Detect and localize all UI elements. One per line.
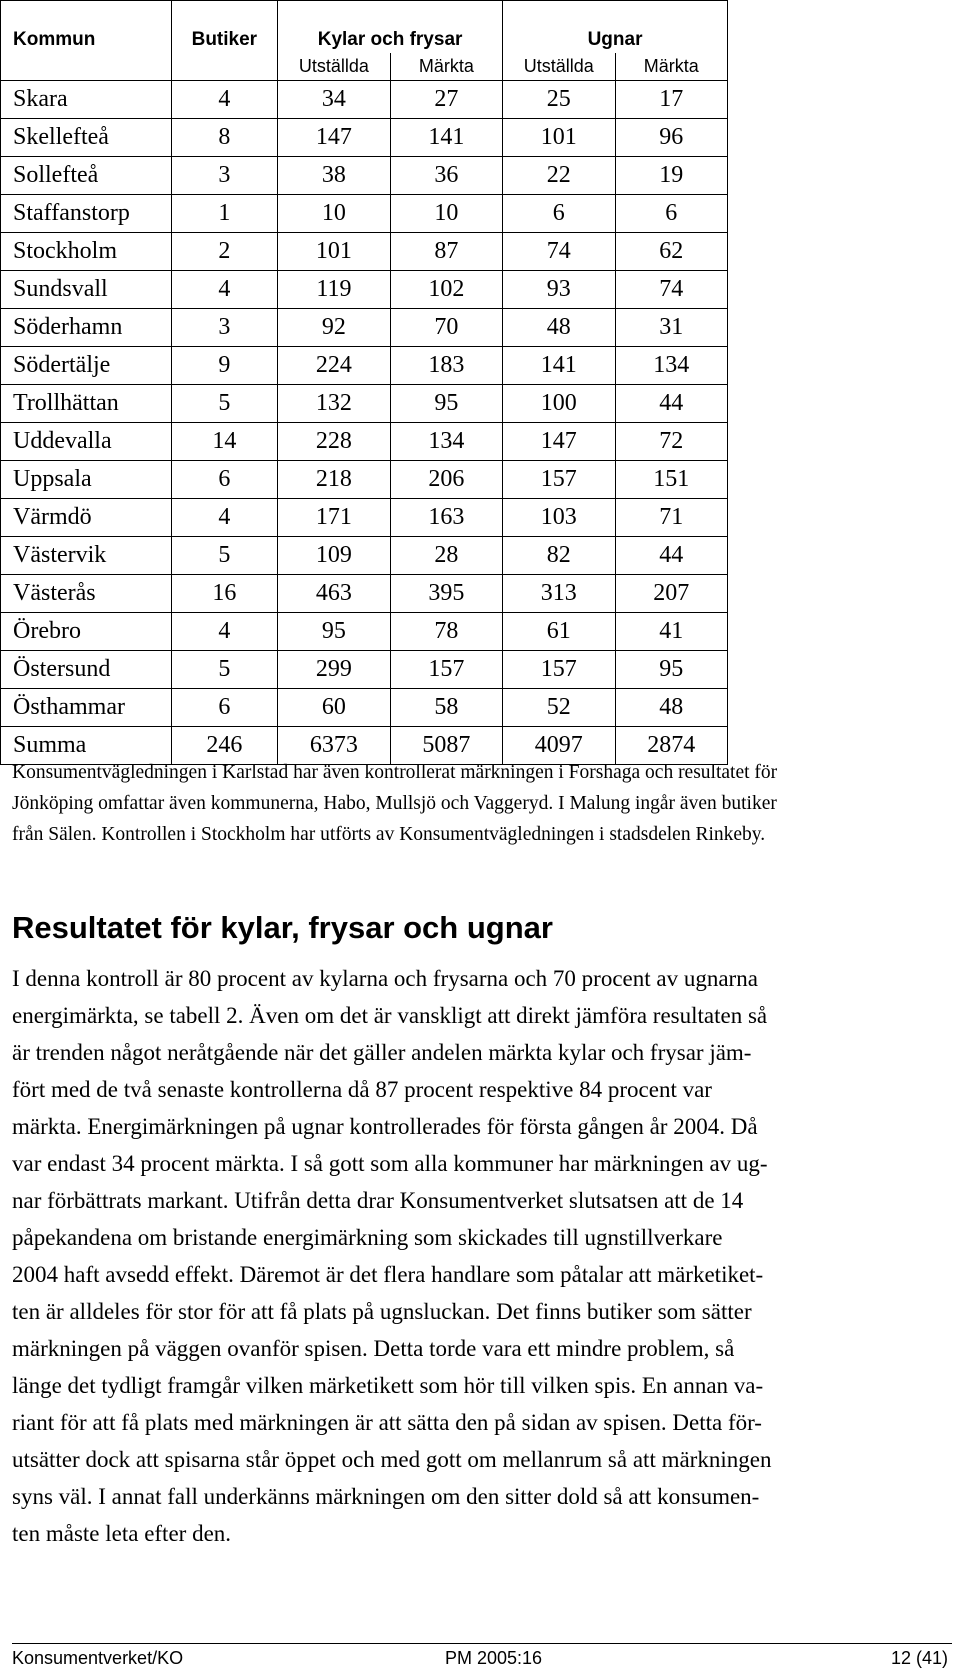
- table-row: [1, 613, 728, 651]
- cell-kommun: Stockholm: [1, 233, 172, 271]
- subheader-empty: [1, 53, 172, 81]
- cell-value: 4: [171, 613, 278, 651]
- cell-value: 141: [390, 119, 502, 157]
- cell-value: 14: [171, 423, 278, 461]
- subheader-ugnar-utstallda: Utställda: [503, 53, 616, 81]
- cell-value: 1: [171, 195, 278, 233]
- cell-value: 72: [615, 423, 727, 461]
- cell-value: 228: [278, 423, 391, 461]
- cell-value: 5087: [390, 727, 502, 765]
- cell-value: 2: [171, 233, 278, 271]
- cell-kommun: Skellefteå: [1, 119, 172, 157]
- body-line: nar förbättrats markant. Utifrån detta drar Konsumentverket slutsatsen att de 14: [12, 1188, 744, 1213]
- table-row: [1, 233, 728, 271]
- cell-value: 10: [278, 195, 391, 233]
- cell-value: 132: [278, 385, 391, 423]
- cell-value: 6: [503, 195, 616, 233]
- cell-value: 224: [278, 347, 391, 385]
- cell-value: 4: [171, 499, 278, 537]
- cell-value: 4: [171, 81, 278, 119]
- cell-value: 4: [171, 271, 278, 309]
- body-line: länge det tydligt framgår vilken märketikett som hör till vilken spis. En annan va-: [12, 1373, 764, 1398]
- cell-value: 147: [503, 423, 616, 461]
- cell-value: 3: [171, 157, 278, 195]
- cell-value: 52: [503, 689, 616, 727]
- cell-kommun: Sollefteå: [1, 157, 172, 195]
- table-row: [1, 689, 728, 727]
- cell-kommun: Staffanstorp: [1, 195, 172, 233]
- cell-value: 6373: [278, 727, 391, 765]
- footer-divider: [12, 1643, 952, 1644]
- cell-value: 171: [278, 499, 391, 537]
- header-kylar-och-frysar: Kylar och frysar: [278, 1, 503, 54]
- cell-value: 95: [615, 651, 727, 689]
- cell-value: 22: [503, 157, 616, 195]
- results-table: [0, 0, 728, 765]
- cell-value: 151: [615, 461, 727, 499]
- table-row: [1, 347, 728, 385]
- body-line: energimärkta, se tabell 2. Även om det är vanskligt att direkt jämföra resultaten så: [12, 1003, 768, 1028]
- cell-value: 3: [171, 309, 278, 347]
- table-row: [1, 575, 728, 613]
- table-header-row: [1, 1, 728, 54]
- cell-kommun: Söderhamn: [1, 309, 172, 347]
- cell-value: 70: [390, 309, 502, 347]
- cell-value: 87: [390, 233, 502, 271]
- table-row: [1, 423, 728, 461]
- cell-value: 101: [503, 119, 616, 157]
- table-row: [1, 81, 728, 119]
- subheader-kylar-utstallda: Utställda: [278, 53, 391, 81]
- cell-value: 74: [615, 271, 727, 309]
- cell-value: 218: [278, 461, 391, 499]
- cell-kommun: Östersund: [1, 651, 172, 689]
- body-line: utsätter dock att spisarna står öppet och med gott om mellanrum så att märkningen: [12, 1447, 772, 1472]
- cell-kommun: Östhammar: [1, 689, 172, 727]
- cell-value: 74: [503, 233, 616, 271]
- footer-page-number: 12 (41): [890, 1648, 948, 1668]
- cell-value: 463: [278, 575, 391, 613]
- cell-value: 206: [390, 461, 502, 499]
- table-row: [1, 157, 728, 195]
- cell-value: 5: [171, 537, 278, 575]
- body-line: syns väl. I annat fall underkänns märkningen om den sitter dold så att konsumen-: [12, 1484, 760, 1509]
- body-line: I denna kontroll är 80 procent av kylarna och frysarna och 70 procent av ugnarna: [12, 966, 758, 991]
- cell-value: 9: [171, 347, 278, 385]
- cell-value: 25: [503, 81, 616, 119]
- cell-kommun: Trollhättan: [1, 385, 172, 423]
- body-line: är trenden något neråtgående när det gäller andelen märkta kylar och frysar jäm-: [12, 1040, 752, 1065]
- cell-value: 5: [171, 385, 278, 423]
- cell-value: 27: [390, 81, 502, 119]
- table-row: [1, 195, 728, 233]
- body-line: märkta. Energimärkningen på ugnar kontrollerades för första gången år 2004. Då: [12, 1114, 758, 1139]
- footnote-line: Jönköping omfattar även kommunerna, Habo, Mullsjö och Vaggeryd. I Malung ingår även butiker: [12, 793, 777, 814]
- header-butiker: Butiker: [171, 1, 278, 54]
- subheader-kylar-markta: Märkta: [390, 53, 502, 81]
- table-row: [1, 651, 728, 689]
- cell-value: 60: [278, 689, 391, 727]
- cell-value: 100: [503, 385, 616, 423]
- cell-value: 207: [615, 575, 727, 613]
- cell-value: 109: [278, 537, 391, 575]
- cell-kommun: Sundsvall: [1, 271, 172, 309]
- cell-value: 41: [615, 613, 727, 651]
- cell-value: 17: [615, 81, 727, 119]
- table-row: [1, 119, 728, 157]
- cell-value: 31: [615, 309, 727, 347]
- cell-value: 48: [615, 689, 727, 727]
- cell-value: 95: [278, 613, 391, 651]
- cell-value: 119: [278, 271, 391, 309]
- cell-value: 16: [171, 575, 278, 613]
- subheader-ugnar-markta: Märkta: [615, 53, 727, 81]
- table-row: [1, 271, 728, 309]
- cell-value: 4097: [503, 727, 616, 765]
- cell-kommun: Uppsala: [1, 461, 172, 499]
- cell-value: 28: [390, 537, 502, 575]
- footer-document-id: PM 2005:16: [445, 1648, 543, 1668]
- table-row: [1, 499, 728, 537]
- cell-value: 103: [503, 499, 616, 537]
- cell-value: 6: [171, 461, 278, 499]
- cell-kommun: Uddevalla: [1, 423, 172, 461]
- body-line: var endast 34 procent märkta. I så gott som alla kommuner har märkningen av ug-: [12, 1151, 768, 1176]
- cell-value: 8: [171, 119, 278, 157]
- cell-value: 61: [503, 613, 616, 651]
- table-row: [1, 309, 728, 347]
- cell-value: 10: [390, 195, 502, 233]
- subheader-empty: [171, 53, 278, 81]
- footer-publisher: Konsumentverket/KO: [12, 1648, 184, 1668]
- cell-value: 246: [171, 727, 278, 765]
- cell-value: 92: [278, 309, 391, 347]
- footnote-line: från Sälen. Kontrollen i Stockholm har utförts av Konsumentvägledningen i stadsdelen Rinkeby.: [12, 824, 766, 845]
- cell-value: 157: [503, 461, 616, 499]
- cell-value: 34: [278, 81, 391, 119]
- body-line: ten måste leta efter den.: [12, 1521, 232, 1546]
- cell-value: 2874: [615, 727, 727, 765]
- cell-value: 44: [615, 537, 727, 575]
- cell-value: 6: [171, 689, 278, 727]
- cell-value: 62: [615, 233, 727, 271]
- cell-value: 157: [390, 651, 502, 689]
- cell-value: 134: [615, 347, 727, 385]
- table-footnote: [12, 757, 952, 850]
- table-row: [1, 461, 728, 499]
- cell-value: 157: [503, 651, 616, 689]
- cell-kommun: Västerås: [1, 575, 172, 613]
- cell-value: 19: [615, 157, 727, 195]
- cell-kommun: Örebro: [1, 613, 172, 651]
- body-line: märkningen på väggen ovanför spisen. Detta torde vara ett mindre problem, så: [12, 1336, 735, 1361]
- header-ugnar: Ugnar: [503, 1, 728, 54]
- cell-value: 78: [390, 613, 502, 651]
- cell-value: 36: [390, 157, 502, 195]
- body-line: 2004 haft avsedd effekt. Däremot är det flera handlare som påtalar att märketiket-: [12, 1262, 764, 1287]
- cell-value: 134: [390, 423, 502, 461]
- table-subheader-row: [1, 53, 728, 81]
- body-line: påpekandena om bristande energimärkning som skickades till ugnstillverkare: [12, 1225, 723, 1250]
- cell-value: 48: [503, 309, 616, 347]
- body-line: ten är alldeles för stor för att få plats på ugnsluckan. Det finns butiker som sätter: [12, 1299, 752, 1324]
- cell-value: 95: [390, 385, 502, 423]
- cell-value: 141: [503, 347, 616, 385]
- table-row: [1, 537, 728, 575]
- cell-value: 38: [278, 157, 391, 195]
- cell-kommun: Värmdö: [1, 499, 172, 537]
- body-text: [12, 960, 952, 1552]
- cell-value: 299: [278, 651, 391, 689]
- table-row: [1, 385, 728, 423]
- cell-value: 5: [171, 651, 278, 689]
- cell-value: 313: [503, 575, 616, 613]
- section-heading: Resultatet för kylar, frysar och ugnar: [12, 910, 553, 945]
- cell-value: 183: [390, 347, 502, 385]
- cell-value: 82: [503, 537, 616, 575]
- cell-value: 102: [390, 271, 502, 309]
- cell-value: 58: [390, 689, 502, 727]
- cell-kommun: Västervik: [1, 537, 172, 575]
- cell-value: 101: [278, 233, 391, 271]
- cell-kommun: Summa: [1, 727, 172, 765]
- body-line: fört med de två senaste kontrollerna då 87 procent respektive 84 procent var: [12, 1077, 712, 1102]
- cell-value: 163: [390, 499, 502, 537]
- cell-value: 96: [615, 119, 727, 157]
- cell-value: 147: [278, 119, 391, 157]
- cell-value: 71: [615, 499, 727, 537]
- cell-value: 395: [390, 575, 502, 613]
- footnote-line: Konsumentvägledningen i Karlstad har även kontrollerat märkningen i Forshaga och resultatet för: [12, 762, 778, 783]
- cell-value: 6: [615, 195, 727, 233]
- cell-value: 44: [615, 385, 727, 423]
- body-line: riant för att få plats med märkningen är att sätta den på sidan av spisen. Detta för-: [12, 1410, 762, 1435]
- header-kommun: Kommun: [1, 1, 172, 54]
- cell-kommun: Södertälje: [1, 347, 172, 385]
- cell-kommun: Skara: [1, 81, 172, 119]
- cell-value: 93: [503, 271, 616, 309]
